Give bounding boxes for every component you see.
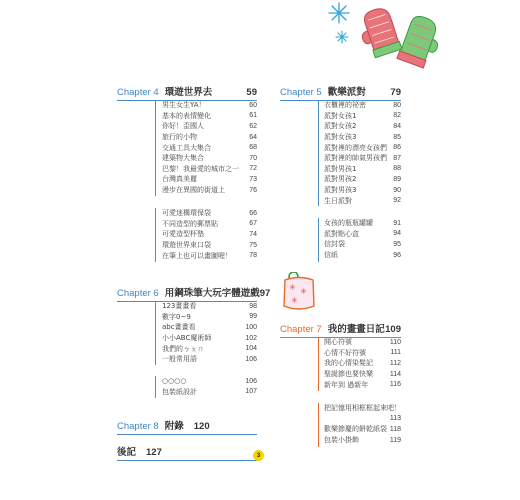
toc-entry[interactable]: 派對女孩3 85 (324, 133, 401, 142)
toc-entry[interactable]: ○○○○ 106 (162, 377, 257, 386)
toc-entry[interactable]: 衣櫃裡的祕密 80 (324, 101, 401, 110)
toc-entry[interactable]: 包裝紙設計 107 (162, 387, 257, 396)
chapter-title: 用鋼珠筆大玩字體遊戲 (164, 288, 260, 299)
toc-entry[interactable]: 派對女孩1 82 (324, 111, 401, 120)
toc-entry[interactable]: 女孩的瓶瓶罐罐 91 (324, 219, 401, 228)
svg-text:✳: ✳ (291, 296, 298, 305)
toc-entry[interactable]: 生日派對 92 (324, 196, 401, 205)
page-number-badge: 3 (253, 450, 264, 461)
toc-entry[interactable]: 信封袋 95 (324, 240, 401, 249)
toc-entry[interactable]: 巴黎！我最愛的城市之一 72 (162, 164, 257, 173)
toc-entry[interactable]: 派對裡的漂亮女孩們 86 (324, 143, 401, 152)
toc-entry[interactable]: 把記憶用相框框起來吧！ (324, 404, 401, 412)
chapter-4-heading[interactable] (117, 84, 257, 101)
toc-entry[interactable]: 派對點心盒 94 (324, 229, 401, 238)
toc-entry[interactable]: 旅行的小物 64 (162, 133, 257, 142)
toc-entry[interactable]: 派對男孩1 88 (324, 164, 401, 173)
toc-entry[interactable]: 基本的表情變化 61 (162, 111, 257, 120)
toc-entry[interactable]: 漫步在異國的街道上 76 (162, 186, 257, 195)
toc-entry[interactable]: 我的心情染髮記 112 (324, 359, 401, 368)
chapter-6-entries (162, 301, 257, 365)
toc-entry[interactable]: 我們的ㄅㄆㄇ 104 (162, 344, 257, 353)
toc-entry[interactable]: 小小ABC魔術師 102 (162, 334, 257, 343)
chapter-5-projects (324, 218, 401, 260)
chapter-5-heading[interactable] (280, 84, 401, 101)
chapter-title: 附錄 (164, 421, 184, 432)
toc-entry[interactable]: 派對裡的帥氣男孩們 87 (324, 154, 401, 163)
toc-entry[interactable]: 信紙 96 (324, 251, 401, 260)
chapter-label: Chapter 5 (280, 87, 322, 98)
chapter-7-section (280, 321, 401, 338)
chapter-7-projects (324, 403, 401, 445)
toc-entry[interactable]: 可愛迷構環保袋 66 (162, 209, 257, 218)
chapter-6-section (117, 285, 271, 302)
toc-entry[interactable]: 數字0~9 99 (162, 312, 257, 321)
chapter-7-entries (324, 337, 401, 390)
chapter-title: 我的畫畫日記 (327, 324, 385, 335)
toc-entry[interactable]: 一般常用語 106 (162, 355, 257, 364)
entries-divider (155, 376, 156, 398)
toc-entry[interactable]: 新年到 過新年 116 (324, 380, 401, 389)
chapter-8-section (117, 418, 257, 435)
toc-entry[interactable]: 歡樂節慶的餅乾紙袋 118 (324, 425, 401, 434)
chapter-label: Chapter 6 (117, 288, 159, 299)
toc-entry[interactable]: 派對男孩2 89 (324, 175, 401, 184)
toc-entry[interactable]: 包裝小掛飾 119 (324, 436, 401, 445)
toc-entry[interactable]: 聖誕節也要快樂 114 (324, 370, 401, 379)
chapter-title: 環遊世界去 (164, 87, 213, 98)
toc-entry[interactable]: 交通工具大集合 68 (162, 143, 257, 152)
entries-divider (155, 100, 156, 196)
toc-entry[interactable]: 在筆上也可以畫圖喔！ 78 (162, 251, 257, 260)
chapter-page: 109 (385, 324, 401, 335)
chapter-4-entries (162, 100, 257, 195)
toc-entry[interactable]: 派對男孩3 90 (324, 186, 401, 195)
toc-entry[interactable]: 開心符號 110 (324, 338, 401, 347)
chapter-4-section (117, 84, 257, 101)
chapter-5-section (280, 84, 401, 101)
chapter-6-projects (162, 376, 257, 397)
chapter-label: Chapter 7 (280, 324, 322, 335)
chapter-page: 79 (390, 87, 401, 98)
chapter-6-heading[interactable] (117, 285, 271, 302)
toc-entry[interactable]: abc畫畫看 100 (162, 323, 257, 332)
toc-entry[interactable]: 123畫畫看 98 (162, 302, 257, 311)
svg-text:✳: ✳ (289, 283, 296, 292)
toc-entry[interactable]: 派對女孩2 84 (324, 122, 401, 131)
toc-entry[interactable]: 台灣真美麗 73 (162, 175, 257, 184)
afterword-title: 後記 (117, 447, 137, 458)
entries-divider (318, 403, 319, 447)
chapter-8-heading[interactable] (117, 418, 257, 435)
chapter-page: 120 (193, 421, 210, 432)
chapter-label: Chapter 8 (117, 421, 159, 432)
chapter-5-entries (324, 100, 401, 206)
afterword-section (117, 444, 257, 461)
chapter-7-heading[interactable] (280, 321, 401, 338)
toc-entry-page: 113 (389, 414, 401, 422)
svg-text:✳: ✳ (300, 287, 307, 296)
entries-divider (155, 301, 156, 365)
gift-bag-illustration (280, 272, 318, 312)
mittens-illustration (360, 6, 440, 76)
toc-entry[interactable]: 男生女生YA！ 60 (162, 101, 257, 110)
snowflake-icon (328, 2, 350, 24)
toc-entry[interactable]: 可愛造型杯墊 74 (162, 230, 257, 239)
afterword-page: 127 (146, 447, 162, 458)
afterword-heading[interactable] (117, 444, 257, 461)
chapter-title: 歡樂派對 (327, 87, 366, 98)
toc-entry[interactable]: 你好！歪國人 62 (162, 122, 257, 131)
toc-entry[interactable]: 心情不好符號 111 (324, 348, 401, 357)
toc-entry[interactable]: 建築物大集合 70 (162, 154, 257, 163)
entries-divider (318, 337, 319, 391)
toc-entry[interactable]: 不同造型的郵票貼 67 (162, 219, 257, 228)
entries-divider (318, 100, 319, 206)
chapter-label: Chapter 4 (117, 87, 159, 98)
chapter-page: 97 (259, 288, 271, 299)
snowflake-icon (335, 30, 349, 44)
chapter-page: 59 (246, 87, 257, 98)
entries-divider (318, 218, 319, 262)
toc-entry[interactable]: 環遊世界束口袋 75 (162, 241, 257, 250)
chapter-4-projects (162, 208, 257, 261)
entries-divider (155, 208, 156, 262)
